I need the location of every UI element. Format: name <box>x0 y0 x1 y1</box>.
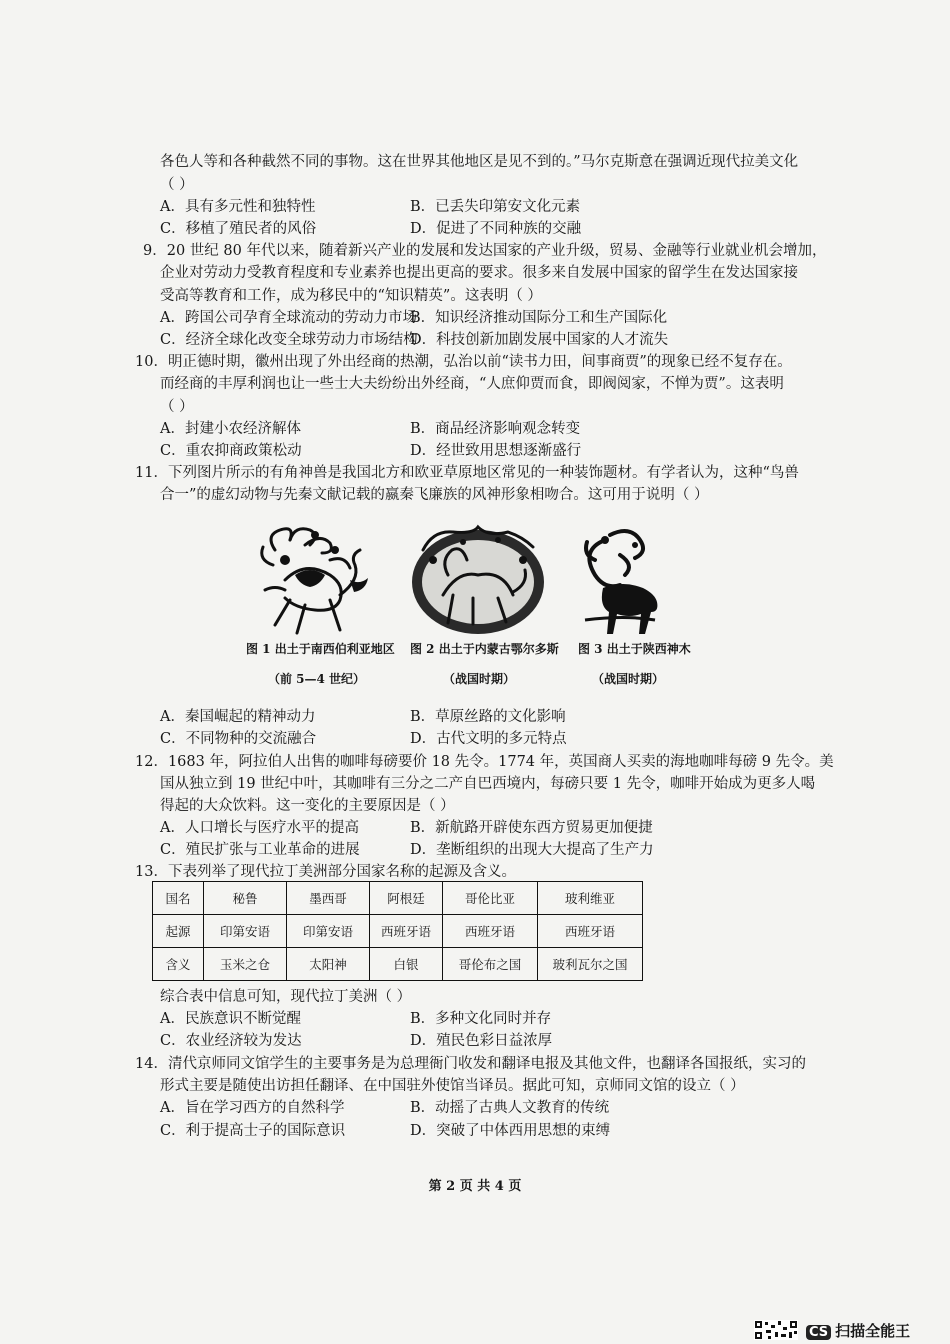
table-cell: 含义 <box>153 948 204 981</box>
figure-1-beast-image <box>245 520 380 638</box>
q13-option-b: B．多种文化同时并存 <box>410 1011 552 1027</box>
q8-option-a: A．具有多元性和独特性 <box>160 199 316 215</box>
q11-option-a: A．秦国崛起的精神动力 <box>160 709 316 725</box>
q12-option-b: B．新航路开辟使东西方贸易更加便捷 <box>410 820 653 836</box>
q10-option-c: C．重农抑商政策松动 <box>160 443 302 459</box>
figure-2-period: （战国时期） <box>443 672 516 686</box>
table-cell: 玻利瓦尔之国 <box>538 948 643 981</box>
q13-option-d: D．殖民色彩日益浓厚 <box>410 1033 553 1049</box>
q9-option-c: C．经济全球化改变全球劳动力市场结构 <box>160 332 418 348</box>
q14-option-a: A．旨在学习西方的自然科学 <box>160 1100 345 1116</box>
figure-3-beast-sculpture-image <box>565 520 670 638</box>
q9-option-b: B．知识经济推动国际分工和生产国际化 <box>410 310 668 326</box>
q10-line2: 而经商的丰厚利润也让一些士大夫纷纷出外经商，“人庶仰贾而食，即阀阅家，不惮为贾”。这表明 <box>160 376 784 392</box>
table-row <box>153 882 643 915</box>
figure-3-caption: 图 3 出土于陕西神木 <box>578 642 691 656</box>
table-cell: 白银 <box>370 948 443 981</box>
q10-option-a: A．封建小农经济解体 <box>160 421 301 437</box>
q12-line1: 12．1683 年，阿拉伯人出售的咖啡每磅要价 18 先令。1774 年，英国商人买卖的海地咖啡每磅 9 先令。美 <box>135 754 834 770</box>
table-cell: 国名 <box>153 882 204 915</box>
table-row <box>153 948 643 981</box>
scanner-watermark <box>806 1320 910 1341</box>
table-cell: 起源 <box>153 915 204 948</box>
q11-option-b: B．草原丝路的文化影响 <box>410 709 566 725</box>
figure-2-beast-plaque-image <box>403 520 553 638</box>
country-name-origin-table <box>152 881 643 981</box>
q11-option-c: C．不同物种的交流融合 <box>160 731 317 747</box>
q12-option-c: C．殖民扩张与工业革命的进展 <box>160 842 360 858</box>
q10-line1: 10．明正德时期，徽州出现了外出经商的热潮，弘治以前“读书力田，间事商贾”的现象已经不复存在。 <box>135 354 792 370</box>
watermark-text: 扫描全能王 <box>835 1322 911 1340</box>
q14-option-c: C．利于提高士子的国际意识 <box>160 1123 346 1139</box>
q12-option-d: D．垄断组织的出现大大提高了生产力 <box>410 842 654 858</box>
table-cell: 西班牙语 <box>538 915 643 948</box>
table-cell: 印第安语 <box>287 915 370 948</box>
q9-option-a: A．跨国公司孕育全球流动的劳动力市场 <box>160 310 417 326</box>
table-cell: 哥伦布之国 <box>443 948 538 981</box>
q14-option-b: B．动摇了古典人文教育的传统 <box>410 1100 610 1116</box>
table-cell: 玉米之仓 <box>204 948 287 981</box>
table-cell: 西班牙语 <box>370 915 443 948</box>
table-cell: 哥伦比亚 <box>443 882 538 915</box>
q8-option-c: C．移植了殖民者的风俗 <box>160 221 317 237</box>
qr-code-icon <box>754 1320 798 1340</box>
q11-line2: 合一”的虚幻动物与先秦文献记载的嬴秦飞廉族的风神形象相吻合。这可用于说明（ ） <box>160 487 709 503</box>
q9-line1: 9．20 世纪 80 年代以来，随着新兴产业的发展和发达国家的产业升级，贸易、金融等行业就业机会增加， <box>143 243 827 259</box>
q8-stem-line1: 各色人等和各种截然不同的事物。这在世界其他地区是见不到的。”马尔克斯意在强调近现代拉美文化 <box>160 154 799 170</box>
q13-option-c: C．农业经济较为发达 <box>160 1033 302 1049</box>
cs-logo-icon: CS <box>806 1325 831 1340</box>
q14-line1: 14．清代京师同文馆学生的主要事务是为总理衙门收发和翻译电报及其他文件，也翻译各国报纸，实习的 <box>135 1056 806 1072</box>
q10-line3: （ ） <box>160 399 194 415</box>
q10-option-b: B．商品经济影响观念转变 <box>410 421 581 437</box>
table-cell: 玻利维亚 <box>538 882 643 915</box>
table-row <box>153 915 643 948</box>
q9-option-d: D．科技创新加剧发展中国家的人才流失 <box>410 332 669 348</box>
q9-line3: 受高等教育和工作，成为移民中的“知识精英”。这表明（ ） <box>160 288 542 304</box>
page-number-footer: 第 2 页 共 4 页 <box>428 1179 522 1194</box>
q10-option-d: D．经世致用思想逐渐盛行 <box>410 443 582 459</box>
q9-line2: 企业对劳动力受教育程度和专业素养也提出更高的要求。很多来自发展中国家的留学生在发达国家接 <box>160 265 798 281</box>
table-cell: 阿根廷 <box>370 882 443 915</box>
q8-stem-line2: （ ） <box>160 177 194 193</box>
table-cell: 太阳神 <box>287 948 370 981</box>
q11-option-d: D．古代文明的多元特点 <box>410 731 567 747</box>
q8-option-d: D．促进了不同种族的交融 <box>410 221 582 237</box>
figure-1-period: （前 5—4 世纪） <box>268 672 366 686</box>
q13-line1: 13．下表列举了现代拉丁美洲部分国家名称的起源及含义。 <box>135 864 516 880</box>
q14-line2: 形式主要是随使出访担任翻译、在中国驻外使馆当译员。据此可知，京师同文馆的设立（ ） <box>160 1078 745 1094</box>
q8-option-b: B．已丢失印第安文化元素 <box>410 199 581 215</box>
q11-line1: 11．下列图片所示的有角神兽是我国北方和欧亚草原地区常见的一种装饰题材。有学者认为，这种“鸟兽 <box>135 465 799 481</box>
q12-line2: 国从独立到 19 世纪中叶，其咖啡有三分之二产自巴西境内，每磅只要 1 先令，咖啡开始成为更多人喝 <box>160 776 816 792</box>
table-cell: 西班牙语 <box>443 915 538 948</box>
q13-after-table: 综合表中信息可知，现代拉丁美洲（ ） <box>160 989 412 1005</box>
q12-option-a: A．人口增长与医疗水平的提高 <box>160 820 359 836</box>
figure-2-caption: 图 2 出土于内蒙古鄂尔多斯 <box>410 642 559 656</box>
q14-option-d: D．突破了中体西用思想的束缚 <box>410 1123 611 1139</box>
q13-option-a: A．民族意识不断觉醒 <box>160 1011 301 1027</box>
table-cell: 墨西哥 <box>287 882 370 915</box>
table-cell: 印第安语 <box>204 915 287 948</box>
figure-3-period: （战国时期） <box>592 672 665 686</box>
q12-line3: 得起的大众饮料。这一变化的主要原因是（ ） <box>160 798 455 814</box>
table-cell: 秘鲁 <box>204 882 287 915</box>
figure-1-caption: 图 1 出土于南西伯利亚地区 <box>246 642 395 656</box>
